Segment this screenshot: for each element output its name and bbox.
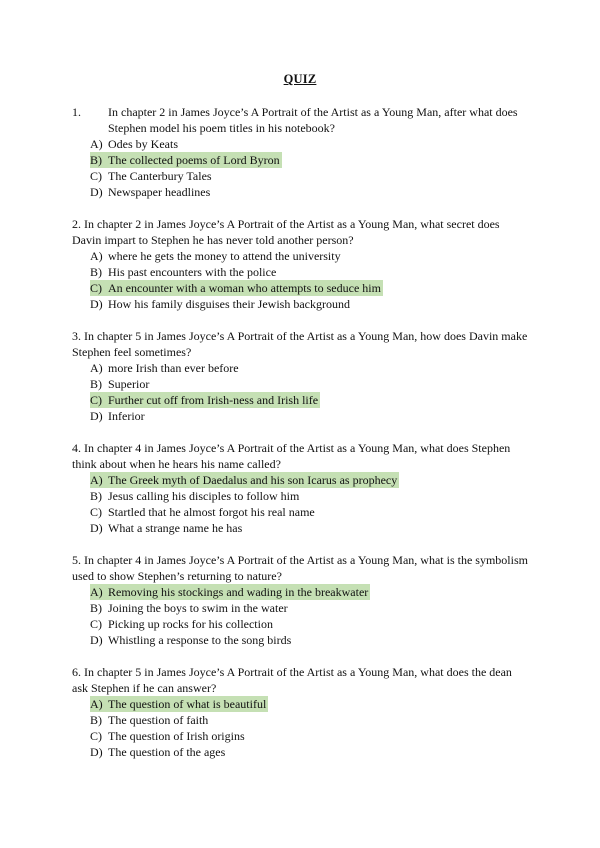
option-b: B) The collected poems of Lord Byron [90,153,280,167]
question-6 [72,664,528,760]
option-b: B) The question of faith [90,713,209,727]
option-d: D) What a strange name he has [90,521,243,535]
option-a: A) The question of what is beautiful [90,697,267,711]
question-text: 6. In chapter 5 in James Joyce’s A Portrait of the Artist as a Young Man, what does the dean ask Stephen if he can answer? [72,665,512,695]
option-c: C) Picking up rocks for his collection [90,617,273,631]
question-number: 1. [72,105,81,119]
option-c: C) Startled that he almost forgot his real name [90,505,315,519]
option-a: A) Removing his stockings and wading in the breakwater [90,585,369,599]
option-d: D) How his family disguises their Jewish background [90,297,350,311]
option-a: A) The Greek myth of Daedalus and his son Icarus as prophecy [90,473,398,487]
option-d: D) Whistling a response to the song birds [90,633,292,647]
question-text: 4. In chapter 4 in James Joyce’s A Portrait of the Artist as a Young Man, what does Stephen think about when he hears his name called? [72,441,511,471]
option-a: A) Odes by Keats [90,137,178,151]
option-list [72,696,528,760]
option-b: B) Joining the boys to swim in the water [90,601,288,615]
option-b: B) His past encounters with the police [90,265,277,279]
option-list [72,136,528,200]
option-d: D) Newspaper headlines [90,185,211,199]
option-b: B) Superior [90,377,150,391]
question-text: 1. In chapter 2 in James Joyce’s A Portrait of the Artist as a Young Man, after what does Stephen model his poem titles in his notebook? [72,105,518,135]
option-a: A) where he gets the money to attend the university [90,249,341,263]
page-title: QUIZ [283,72,317,86]
option-d: D) Inferior [90,409,145,423]
question-1 [72,104,528,200]
question-5 [72,552,528,648]
option-c: C) An encounter with a woman who attempts to seduce him [90,281,381,295]
question-4 [72,440,528,536]
option-list [72,584,528,648]
option-a: A) more Irish than ever before [90,361,239,375]
question-text: 2. In chapter 2 in James Joyce’s A Portrait of the Artist as a Young Man, what secret does Davin impart to Stephen he has never told another person? [72,217,500,247]
option-c: C) Further cut off from Irish-ness and Irish life [90,393,319,407]
question-3 [72,328,528,424]
option-c: C) The question of Irish origins [90,729,245,743]
option-list [72,248,528,312]
option-c: C) The Canterbury Tales [90,169,212,183]
option-list [72,472,528,536]
question-2 [72,216,528,312]
question-text: 3. In chapter 5 in James Joyce’s A Portrait of the Artist as a Young Man, how does Davin make Stephen feel sometimes? [72,329,528,359]
option-b: B) Jesus calling his disciples to follow him [90,489,300,503]
option-d: D) The question of the ages [90,745,226,759]
question-text: 5. In chapter 4 in James Joyce’s A Portrait of the Artist as a Young Man, what is the symbolism used to show Stephen’s returning to nature? [72,553,528,583]
option-list [72,360,528,424]
